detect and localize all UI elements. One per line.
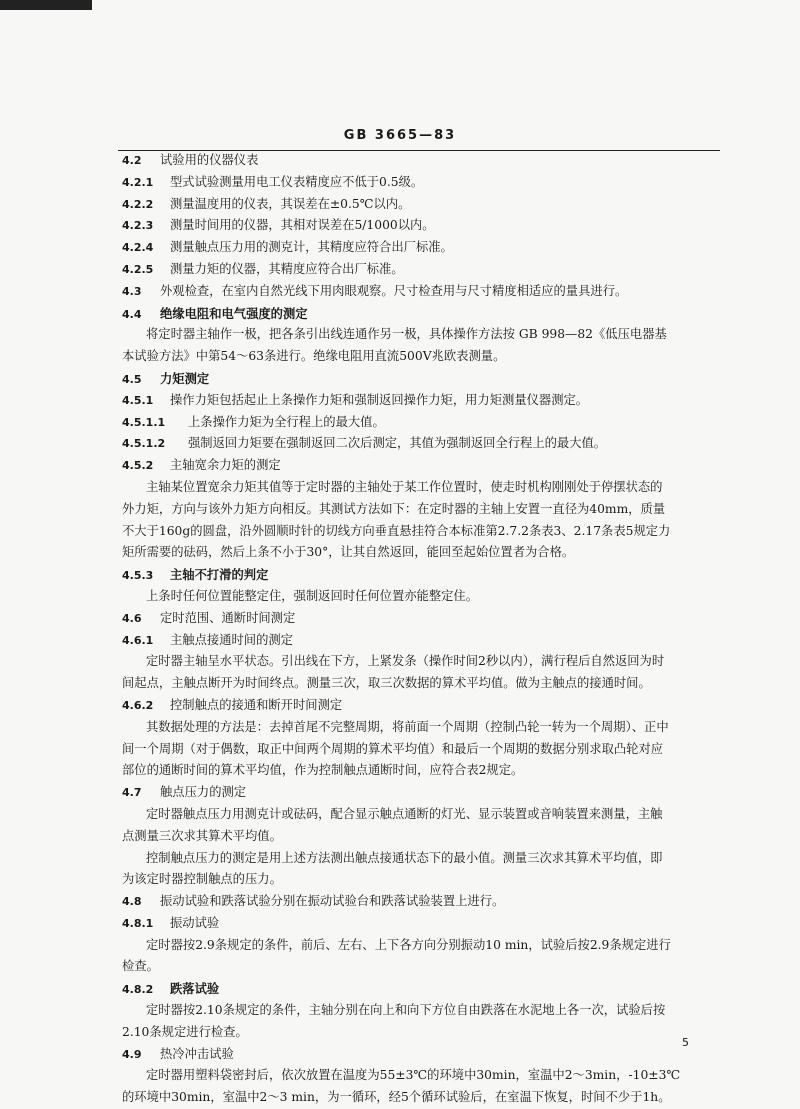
section-line (122, 891, 712, 913)
section-line (122, 172, 712, 194)
section-line (122, 1044, 712, 1066)
section-text: 操作力矩包括起止上条操作力矩和强制返回操作力矩，用力矩测量仪器测定。 (170, 392, 589, 407)
scan-edge-mark (0, 0, 92, 10)
section-line (122, 630, 712, 652)
paragraph-line: 间一个周期（对于偶数，取正中间两个周期的算术平均值）和最后一个周期的数据分别求取凸轮对应 (122, 741, 664, 756)
section-line (122, 237, 712, 259)
paragraph-line: 上条时任何位置能整定住，强制返回时任何位置亦能整定住。 (146, 588, 479, 603)
section-line (122, 281, 712, 303)
section-text: 触点压力的测定 (160, 785, 247, 800)
section-line (122, 412, 712, 434)
section-text: 试验用的仪器仪表 (160, 153, 259, 167)
paragraph-line: 不大于160g的圆盘，沿外圆顺时针的切线方向垂直悬挂符合本标准第2.7.2条表3、2.17条表5规定力 (122, 523, 671, 538)
section-line (122, 150, 712, 172)
section-number: 4.8.2 (122, 983, 154, 997)
section-text: 测量力矩的仪器，其精度应符合出厂标准。 (170, 261, 404, 276)
section-number: 4.2.4 (122, 241, 154, 255)
section-number: 4.5 (122, 372, 142, 386)
paragraph-line: 外力矩，方向与该外力矩方向相反。其测试方法如下：在定时器的主轴上安置一直径为40mm，质量 (122, 501, 666, 516)
paragraph-line: 将定时器主轴作一极，把各条引出线连通作另一极，具体操作方法按 GB 998—82《低压电器基 (146, 327, 667, 342)
section-text: 测量温度用的仪表，其误差在±0.5℃以内。 (170, 196, 411, 211)
paragraph-line: 定时器按2.9条规定的条件，前后、左右、上下各方向分别振动10 min，试验后按2.9条规定进行 (146, 937, 671, 952)
section-line (122, 433, 712, 455)
paragraph-line: 主轴某位置宽余力矩其值等于定时器的主轴处于某工作位置时，使走时机构刚刚处于停摆状态的 (146, 479, 663, 494)
section-number: 4.9 (122, 1047, 142, 1061)
section-number: 4.5.3 (122, 569, 154, 583)
section-number: 4.5.1 (122, 393, 154, 407)
section-text: 振动试验和跌落试验分别在振动试验台和跌落试验装置上进行。 (160, 894, 505, 909)
section-line (122, 455, 712, 477)
paragraph-line: 定时器触点压力用测克计或砝码，配合显示触点通断的灯光、显示装置或音响装置来测量，主触 (146, 806, 663, 821)
section-text: 测量触点压力用的测克计，其精度应符合出厂标准。 (170, 240, 453, 255)
paragraph-line: 2.10条规定进行检查。 (122, 1024, 248, 1039)
page-number: 5 (682, 1036, 689, 1049)
paragraph-line: 定时器按2.10条规定的条件，主轴分别在向上和向下方位自由跌落在水泥地上各一次，试验后按 (146, 1003, 666, 1018)
section-text: 定时范围、通断时间测定 (160, 610, 296, 625)
paragraph-line: 控制触点压力的测定是用上述方法测出触点接通状态下的最小值。测量三次求其算术平均值，即 (146, 850, 663, 865)
section-text: 绝缘电阻和电气强度的测定 (160, 305, 308, 321)
section-number: 4.2.2 (122, 197, 154, 211)
section-line (122, 194, 712, 216)
paragraph-line: 点测量三次求其算术平均值。 (122, 828, 282, 843)
section-number: 4.8.1 (122, 916, 154, 930)
section-line (122, 913, 712, 935)
section-text: 跌落试验 (170, 981, 220, 997)
section-text: 振动试验 (170, 915, 220, 930)
section-number: 4.5.1.2 (122, 437, 166, 451)
section-line (122, 303, 712, 325)
section-line (122, 215, 712, 237)
section-text: 主轴不打滑的判定 (170, 567, 269, 583)
section-number: 4.2.3 (122, 219, 154, 233)
paragraph-line: 间起点，主触点断开为时间终点。测量三次，取三次数据的算术平均值。做为主触点的接通时间。 (122, 676, 651, 691)
section-text: 强制返回力矩要在强制返回二次后测定，其值为强制返回全行程上的最大值。 (188, 436, 607, 451)
section-number: 4.2.5 (122, 262, 154, 276)
section-number: 4.2 (122, 154, 142, 167)
section-line (122, 368, 712, 390)
paragraph-line: 部位的通断时间的算术平均值，作为控制触点通断时间，应符合表2规定。 (122, 763, 524, 778)
section-number: 4.4 (122, 307, 142, 321)
paragraph-line: 的环境中30min，室温中2～3 min，为一循环，经5个循环试验后，在室温下恢复，时间不少于1h。 (122, 1090, 671, 1105)
section-number: 4.5.2 (122, 459, 154, 473)
section-line (122, 390, 712, 412)
section-number: 4.6.1 (122, 633, 154, 647)
document-body (122, 150, 712, 1109)
section-number: 4.6 (122, 611, 142, 625)
paragraph-line: 定时器主轴呈水平状态。引出线在下方，上紧发条（操作时间2秒以内），满行程后自然返回为时 (146, 654, 665, 669)
paragraph-line: 检查。 (122, 959, 159, 974)
section-line (122, 782, 712, 804)
section-line (122, 978, 712, 1000)
paragraph-line: 为该定时器控制触点的压力。 (122, 872, 282, 887)
section-line (122, 608, 712, 630)
section-number: 4.6.2 (122, 698, 154, 712)
section-text: 主触点接通时间的测定 (170, 632, 293, 647)
section-text: 外观检查，在室内自然光线下用肉眼观察。尺寸检查用与尺寸精度相适应的量具进行。 (160, 283, 628, 298)
paragraph-line: 其数据处理的方法是：去掉首尾不完整周期，将前面一个周期（控制凸轮一转为一个周期）、正中 (146, 719, 669, 734)
paragraph-line: 矩所需要的砝码，然后上条不小于30°，让其自然返回，能回至起始位置者为合格。 (122, 545, 575, 560)
section-line (122, 259, 712, 281)
paragraph-line: 定时器用塑料袋密封后，依次放置在温度为55±3℃的环境中30min，室温中2～3min，-10±3℃ (146, 1068, 681, 1083)
section-text: 力矩测定 (160, 370, 210, 386)
section-number: 4.3 (122, 284, 142, 298)
section-text: 测量时间用的仪器，其相对误差在5/1000以内。 (170, 218, 435, 233)
section-text: 热冷冲击试验 (160, 1046, 234, 1061)
section-text: 型式试验测量用电工仪表精度应不低于0.5级。 (170, 174, 424, 189)
section-text: 主轴宽余力矩的测定 (170, 458, 281, 473)
section-line (122, 695, 712, 717)
section-number: 4.5.1.1 (122, 415, 166, 429)
standard-code-header: GB 3665—83 (343, 128, 457, 143)
section-text: 控制触点的接通和断开时间测定 (170, 697, 343, 712)
paragraph-line: 本试验方法》中第54～63条进行。绝缘电阻用直流500V兆欧表测量。 (122, 349, 506, 364)
section-number: 4.7 (122, 786, 142, 800)
section-number: 4.2.1 (122, 175, 154, 189)
section-line (122, 564, 712, 586)
section-text: 上条操作力矩为全行程上的最大值。 (188, 414, 385, 429)
section-number: 4.8 (122, 895, 142, 909)
